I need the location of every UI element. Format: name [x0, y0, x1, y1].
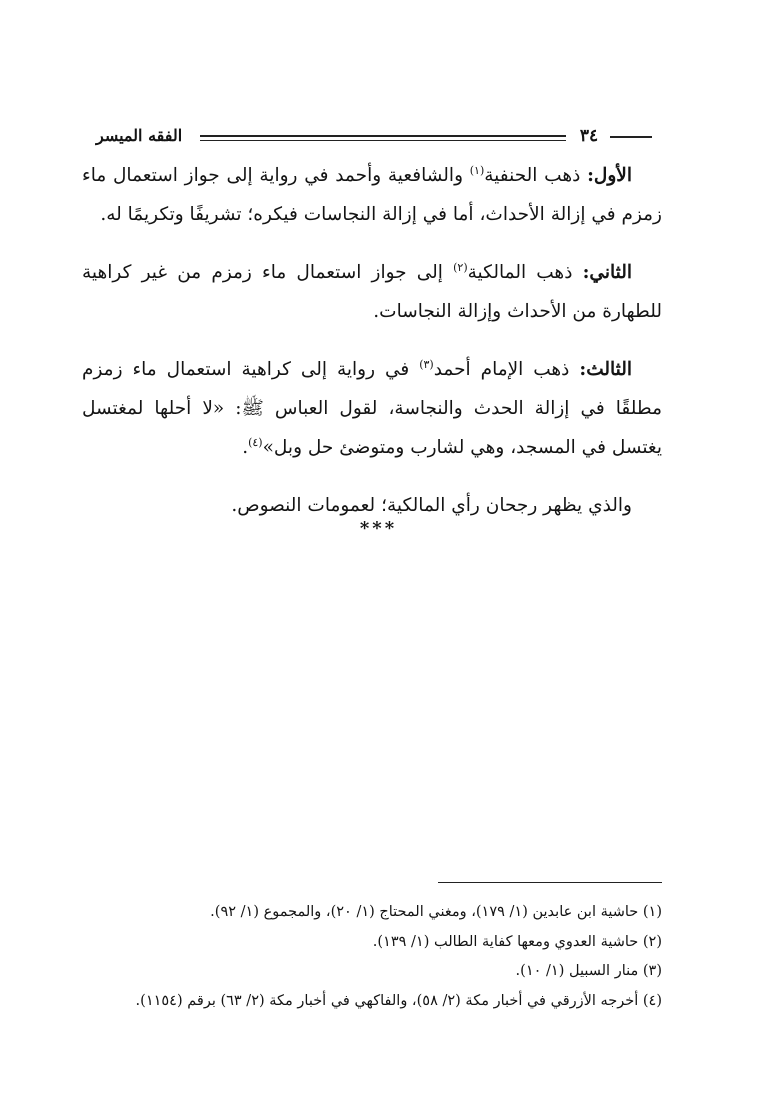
paragraph-text: والشافعية وأحمد في رواية إلى جواز استعمال ماء زمزم في إزالة الأحداث، أما في إزالة النجاسات فيكره؛ تشريفًا وتكريمًا له.	[82, 165, 662, 225]
paragraph-text: ذهب الحنفية	[484, 165, 588, 186]
footnote-item: (٤) أخرجه الأزرقي في أخبار مكة (٢/ ٥٨)، والفاكهي في أخبار مكة (٢/ ٦٣) برقم (١١٥٤).	[135, 992, 662, 1009]
book-title: الفقه الميسر	[96, 126, 183, 145]
paragraph-text: إلى جواز استعمال ماء زمزم من غير كراهية للطهارة من الأحداث وإزالة النجاسات.	[82, 262, 662, 322]
footnote-ref: (١)	[469, 163, 485, 177]
paragraph-first-opinion	[82, 156, 662, 234]
main-text	[82, 156, 662, 544]
footnote-ref: (٢)	[453, 260, 468, 274]
paragraph-text: ذهب المالكية	[467, 262, 583, 283]
footnote-item: (١) حاشية ابن عابدين (١/ ١٧٩)، ومغني المحتاج (١/ ٢٠)، والمجموع (١/ ٩٢).	[210, 904, 662, 920]
page-number: ٣٤	[579, 126, 599, 146]
footnote-ref: (٤)	[248, 435, 263, 449]
paragraph-text: .	[242, 437, 249, 458]
footnote-item: (٣) منار السبيل (١/ ١٠).	[515, 963, 662, 979]
paragraph-lead: الأول:	[587, 165, 632, 186]
paragraph-text: والذي يظهر رجحان رأي المالكية؛ لعمومات النصوص.	[231, 495, 632, 516]
footnote-ref: (٣)	[419, 357, 434, 371]
paragraph-third-opinion	[82, 350, 662, 467]
footnote-item: (٢) حاشية العدوي ومعها كفاية الطالب (١/ ١٣٩).	[372, 933, 662, 950]
paragraph-text: ذهب الإمام أحمد	[433, 359, 580, 380]
header-rule-short	[610, 136, 652, 138]
paragraph-lead: الثالث:	[579, 359, 632, 380]
paragraph-text: في رواية إلى كراهية استعمال ماء زمزم مطلقًا في إزالة الحدث والنجاسة، لقول العباس ﷺ: «لا أحلها لمغتسل يغتسل في المسجد، وهي لشارب ومتوضئ حل وبل»	[82, 359, 662, 458]
header-rule	[200, 135, 566, 141]
paragraph-second-opinion	[82, 253, 662, 331]
footnote-rule	[438, 882, 662, 883]
footnotes	[96, 898, 662, 1016]
section-separator: ***	[359, 518, 398, 539]
paragraph-lead: الثاني:	[582, 262, 632, 283]
running-header	[96, 124, 652, 148]
